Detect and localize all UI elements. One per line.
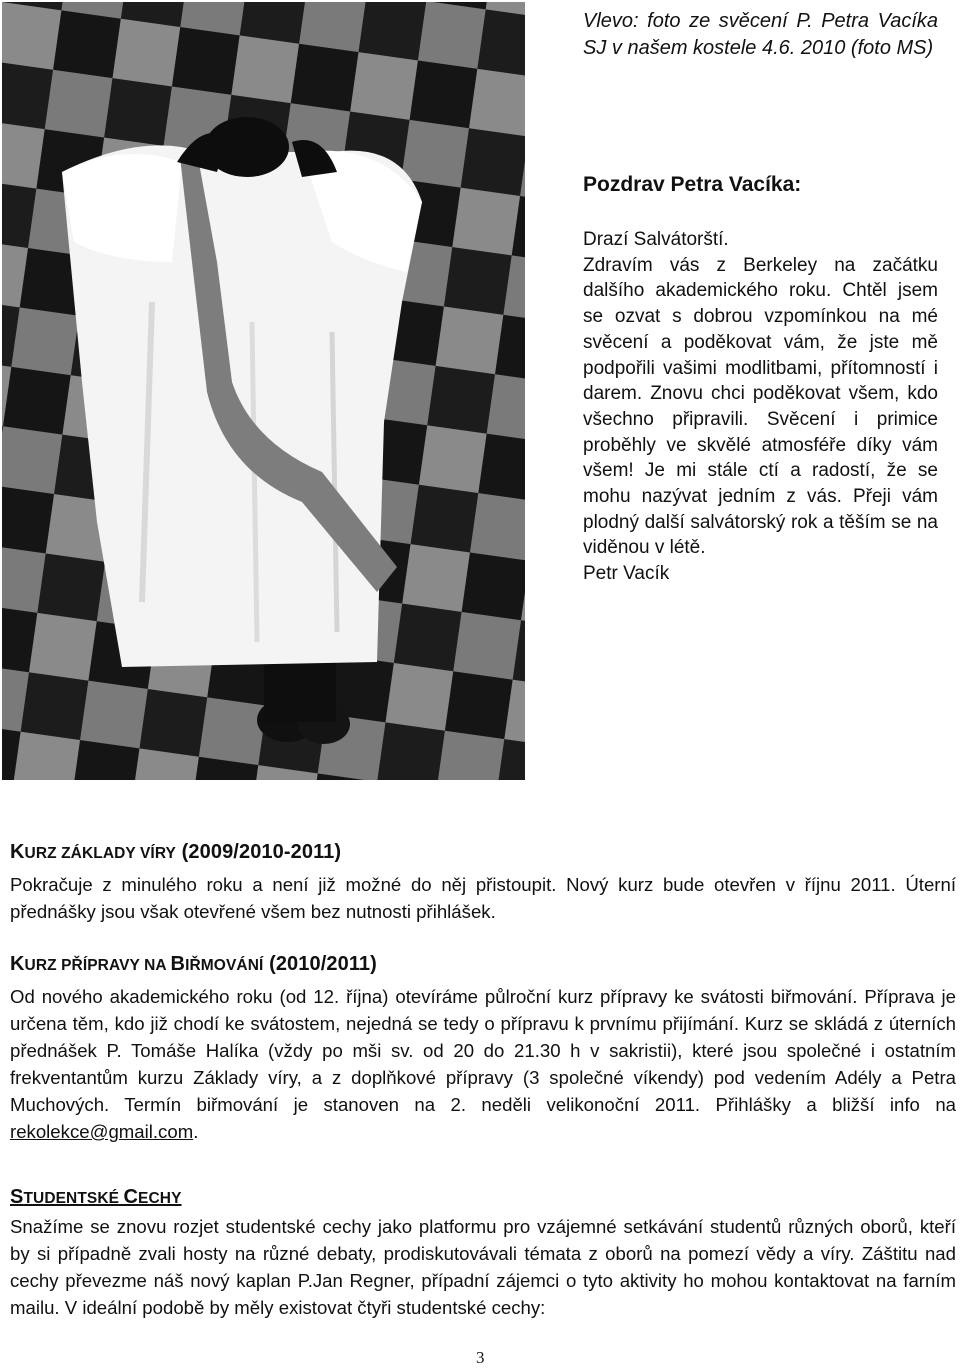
section-body-kurz-birmovani: Od nového akademického roku (od 12. října) otevíráme půlroční kurz přípravy ke svátosti biřmování. Příprava je určena těm, kdo již chodí ke svátostem, nejedná se tedy o přípravu k prvnímu přijímání. Kurz se skládá z úterních přednášek P. Tomáše Halíka (vždy po mši sv. od 20 do 21.30 h v sakristii), které jsou společné i ostatním frekventantům kurzu Základy víry, a z doplňkové přípravy (3 společné víkendy) pod vedením Adély a Petra Muchových. Termín biřmování je stanoven na 2. neděli velikonoční 2011. Přihlášky a bližší info na rekolekce@gmail.com. [10,986,956,1142]
section-body-kurz-zaklady: Pokračuje z minulého roku a není již možné do něj přistoupit. Nový kurz bude otevřen v říjnu 2011. Úterní přednášky jsou však otevřené všem bez nutnosti přihlášek. [10,874,956,922]
section-heading-kurz-birmovani: KURZ PŘÍPRAVY NA BIŘMOVÁNÍ (2010/2011) [10,953,377,975]
ordination-photo [2,2,525,780]
email-link[interactable]: rekolekce@gmail.com [10,1121,194,1142]
section-heading-kurz-zaklady: KURZ ZÁKLADY VÍRY (2009/2010-2011) [10,841,342,863]
section-heading-studentske-cechy: STUDENTSKÉ CECHY [10,1186,182,1208]
photo-caption: Vlevo: foto ze svěcení P. Petra Vacíka SJ v našem kostele 4.6. 2010 (foto MS) [583,10,938,59]
greeting-title: Pozdrav Petra Vacíka: [583,173,802,196]
photo-illustration [2,2,525,780]
greeting-signature: Petr Vacík [583,563,670,585]
greeting-body [583,227,938,587]
greeting-text: Zdravím vás z Berkeley na začátku dalšího akademického roku. Chtěl jsem se ozvat s dobrou vzpomínkou na mé svěcení a poděkovat vám, že jste mě podpořili vašimi modlitbami, přítomností i darem. Znovu chci poděkovat všem, kdo všechno připravili. Svěcení i primice proběhly ve skvělé atmosféře díky vám všem! Je mi stále ctí a radostí, že se mohu nazývat jedním z vás. Přeji vám plodný další salvátorský rok a těším se na viděnou v létě. [583,254,938,559]
page-number: 3 [476,1348,485,1367]
greeting-salutation: Drazí Salvátorští. [583,229,729,250]
section-body-studentske-cechy: Snažíme se znovu rozjet studentské cechy jako platformu pro vzájemné setkávání studentů různých oborů, kteří by si případně zvali hosty na různé debaty, prodiskutovávali témata z oborů na pomezí vědy a víry. Záštitu nad cechy převezme náš nový kaplan P.Jan Regner, případní zájemci o tyto aktivity ho mohou kontaktovat na farním mailu. V ideální podobě by měly existovat čtyři studentské cechy: [10,1216,956,1318]
